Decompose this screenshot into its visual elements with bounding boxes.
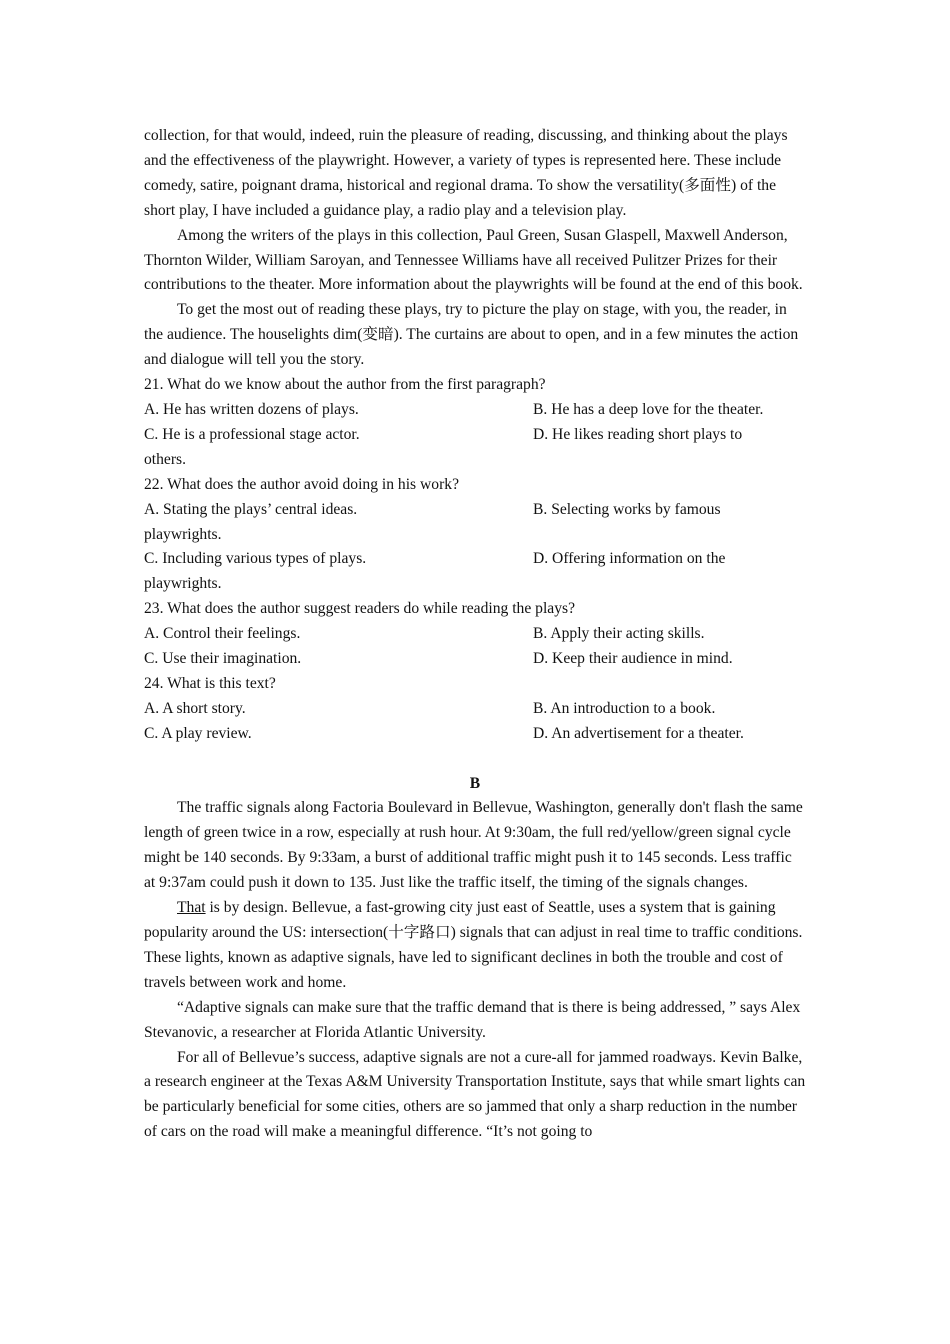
question-22-stem: 22. What does the author avoid doing in his work? xyxy=(144,475,459,493)
passage-b-paragraph-1: The traffic signals along Factoria Boulevard in Bellevue, Washington, generally don't flash the same length of green twice in a row, especially at rush hour. At 9:30am, the full red/yellow/green signal cycle might be 140 seconds. By 9:33am, a burst of additional traffic might push it to 145 seconds. Less traffic at 9:37am could push it down to 135. Just like the traffic itself, the timing of the signals changes. xyxy=(144,799,803,892)
document-page xyxy=(144,124,806,1145)
question-21-option-d: D. He likes reading short plays to xyxy=(533,425,743,443)
question-21-option-a: A. He has written dozens of plays. xyxy=(144,400,359,418)
question-24-option-d: D. An advertisement for a theater. xyxy=(533,724,744,742)
question-24-option-b: B. An introduction to a book. xyxy=(533,699,716,717)
question-24-option-a: A. A short story. xyxy=(144,699,246,717)
passage-b-paragraph-2 xyxy=(144,896,806,996)
question-22-option-b-continued: playwrights. xyxy=(144,525,222,543)
section-b-heading: B xyxy=(469,774,481,792)
question-22-option-c: C. Including various types of plays. xyxy=(144,550,367,568)
passage-a-paragraph-1: collection, for that would, indeed, ruin the pleasure of reading, discussing, and thinking about the plays and the effectiveness of the playwright. However, a variety of types is represented here. These include comedy, satire, poignant drama, historical and regional drama. To show the versatility(多面性) of the short play, I have included a guidance play, a radio play and a television play. xyxy=(144,127,788,219)
section-spacer xyxy=(144,747,806,772)
passage-b-paragraph-2-text: is by design. Bellevue, a fast-growing city just east of Seattle, uses a system that is gaining popularity around the US: intersection(十字路口) signals that can adjust in real time to traffic conditions. These lights, known as adaptive signals, have led to significant declines in both the trouble and cost of travels between work and home. xyxy=(144,899,803,991)
question-23-stem: 23. What does the author suggest readers do while reading the plays? xyxy=(144,600,576,618)
question-24-options-row-2 xyxy=(144,722,806,747)
question-21-stem: 21. What do we know about the author from the first paragraph? xyxy=(144,376,546,394)
question-23-option-a: A. Control their feelings. xyxy=(144,625,301,643)
question-22-option-a: A. Stating the plays’ central ideas. xyxy=(144,500,358,518)
underlined-word-that: That xyxy=(177,899,206,917)
question-21-options-row-1 xyxy=(144,398,806,423)
question-23-options-row-1 xyxy=(144,622,806,647)
question-23-option-b: B. Apply their acting skills. xyxy=(533,625,705,643)
question-22-option-d-continued: playwrights. xyxy=(144,575,222,593)
question-21-option-b: B. He has a deep love for the theater. xyxy=(533,400,764,418)
passage-b-paragraph-3: “Adaptive signals can make sure that the traffic demand that is there is being addressed, ” says Alex Stevanovic, a researcher at Florida Atlantic University. xyxy=(144,998,801,1041)
question-21-options-row-2 xyxy=(144,423,806,448)
question-24-option-c: C. A play review. xyxy=(144,724,252,742)
question-22-option-b: B. Selecting works by famous xyxy=(533,500,721,518)
question-21-option-c: C. He is a professional stage actor. xyxy=(144,425,360,443)
question-23-option-d: D. Keep their audience in mind. xyxy=(533,650,733,668)
question-22-options-row-2 xyxy=(144,547,806,572)
question-22-option-d: D. Offering information on the xyxy=(533,550,726,568)
question-24-stem: 24. What is this text? xyxy=(144,674,276,692)
passage-a-paragraph-3: To get the most out of reading these plays, try to picture the play on stage, with you, the reader, in the audience. The houselights dim(变暗). The curtains are about to open, and in a few minutes the action and dialogue will tell you the story. xyxy=(144,301,799,369)
passage-b-paragraph-4: For all of Bellevue’s success, adaptive signals are not a cure-all for jammed roadways. Kevin Balke, a research engineer at the Texas A&M University Transportation Institute, says that while smart lights can be particularly beneficial for some cities, others are so jammed that only a sharp reduction in the number of cars on the road will make a meaningful difference. “It’s not going to xyxy=(144,1048,806,1141)
question-22-options-row-1 xyxy=(144,498,806,523)
question-21-option-d-continued: others. xyxy=(144,450,187,468)
question-24-options-row-1 xyxy=(144,697,806,722)
question-23-option-c: C. Use their imagination. xyxy=(144,650,302,668)
passage-a-paragraph-2: Among the writers of the plays in this collection, Paul Green, Susan Glaspell, Maxwell Anderson, Thornton Wilder, William Saroyan, and Tennessee Williams have all received Pulitzer Prizes for their contributions to the theater. More information about the playwrights will be found at the end of this book. xyxy=(144,226,803,294)
question-23-options-row-2 xyxy=(144,647,806,672)
